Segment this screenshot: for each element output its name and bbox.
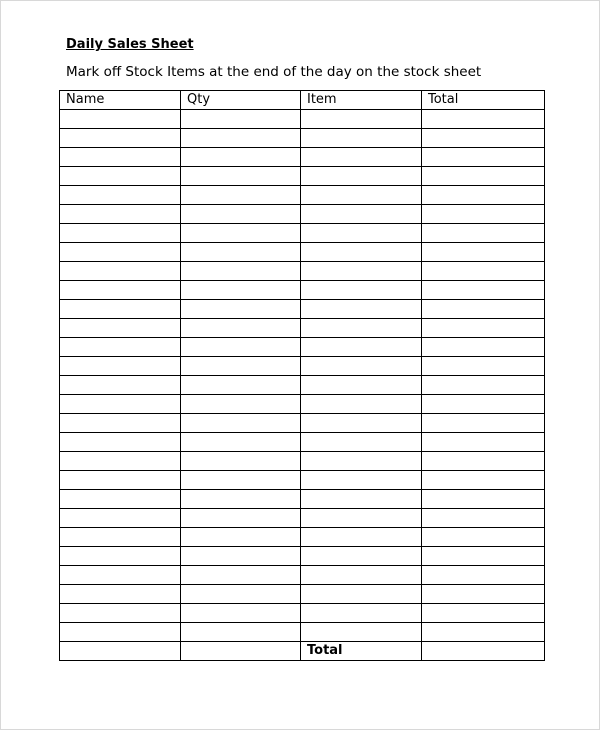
- table-cell-name[interactable]: [60, 623, 181, 642]
- table-cell-name[interactable]: [60, 148, 181, 167]
- sales-table: [59, 90, 545, 661]
- table-row: [60, 338, 545, 357]
- table-row: [60, 547, 545, 566]
- table-cell-item[interactable]: [301, 148, 422, 167]
- table-cell-name[interactable]: [60, 110, 181, 129]
- table-cell-total[interactable]: [422, 148, 545, 167]
- table-cell-name[interactable]: [60, 471, 181, 490]
- table-cell-total[interactable]: [422, 414, 545, 433]
- column-header-item: Item: [301, 91, 422, 110]
- column-header-qty: Qty: [181, 91, 301, 110]
- table-row: [60, 471, 545, 490]
- table-cell-item[interactable]: [301, 547, 422, 566]
- table-cell-qty[interactable]: [181, 319, 301, 338]
- column-header-name: Name: [60, 91, 181, 110]
- footer-total-value[interactable]: [422, 642, 545, 661]
- table-row: [60, 376, 545, 395]
- table-cell-item[interactable]: [301, 509, 422, 528]
- table-cell-name[interactable]: [60, 490, 181, 509]
- table-cell-total[interactable]: [422, 167, 545, 186]
- table-cell-name[interactable]: [60, 433, 181, 452]
- table-cell-qty[interactable]: [181, 547, 301, 566]
- table-row: [60, 186, 545, 205]
- table-cell-name[interactable]: [60, 243, 181, 262]
- table-row: [60, 148, 545, 167]
- table-cell-qty[interactable]: [181, 243, 301, 262]
- table-body: [60, 110, 545, 642]
- table-cell-name[interactable]: [60, 186, 181, 205]
- table-cell-item[interactable]: [301, 452, 422, 471]
- table-header-row: [60, 91, 545, 110]
- table-row: [60, 604, 545, 623]
- footer-total-label: Total: [301, 642, 422, 661]
- table-cell-total[interactable]: [422, 262, 545, 281]
- table-cell-qty[interactable]: [181, 623, 301, 642]
- table-cell-qty[interactable]: [181, 167, 301, 186]
- table-cell-qty[interactable]: [181, 357, 301, 376]
- table-cell-qty[interactable]: [181, 585, 301, 604]
- table-cell-name[interactable]: [60, 566, 181, 585]
- table-cell-item[interactable]: [301, 376, 422, 395]
- table-row: [60, 433, 545, 452]
- table-cell-total[interactable]: [422, 528, 545, 547]
- footer-cell-name[interactable]: [60, 642, 181, 661]
- table-cell-item[interactable]: [301, 319, 422, 338]
- table-cell-name[interactable]: [60, 319, 181, 338]
- table-cell-total[interactable]: [422, 281, 545, 300]
- table-cell-qty[interactable]: [181, 281, 301, 300]
- table-cell-total[interactable]: [422, 110, 545, 129]
- table-cell-item[interactable]: [301, 357, 422, 376]
- table-cell-name[interactable]: [60, 604, 181, 623]
- table-cell-name[interactable]: [60, 167, 181, 186]
- table-cell-total[interactable]: [422, 604, 545, 623]
- table-cell-qty[interactable]: [181, 148, 301, 167]
- table-row: [60, 452, 545, 471]
- table-row: [60, 528, 545, 547]
- table-cell-qty[interactable]: [181, 395, 301, 414]
- table-cell-item[interactable]: [301, 262, 422, 281]
- table-cell-name[interactable]: [60, 281, 181, 300]
- table-cell-name[interactable]: [60, 300, 181, 319]
- table-row: [60, 319, 545, 338]
- table-row: [60, 357, 545, 376]
- table-cell-qty[interactable]: [181, 224, 301, 243]
- table-cell-qty[interactable]: [181, 452, 301, 471]
- table-cell-name[interactable]: [60, 395, 181, 414]
- table-cell-item[interactable]: [301, 186, 422, 205]
- table-cell-total[interactable]: [422, 509, 545, 528]
- table-cell-qty[interactable]: [181, 300, 301, 319]
- table-cell-qty[interactable]: [181, 471, 301, 490]
- table-cell-item[interactable]: [301, 243, 422, 262]
- table-cell-total[interactable]: [422, 300, 545, 319]
- table-cell-item[interactable]: [301, 585, 422, 604]
- table-cell-total[interactable]: [422, 186, 545, 205]
- table-cell-item[interactable]: [301, 281, 422, 300]
- table-cell-item[interactable]: [301, 205, 422, 224]
- table-cell-qty[interactable]: [181, 129, 301, 148]
- table-cell-qty[interactable]: [181, 604, 301, 623]
- table-cell-name[interactable]: [60, 376, 181, 395]
- table-cell-item[interactable]: [301, 129, 422, 148]
- table-cell-item[interactable]: [301, 110, 422, 129]
- table-cell-total[interactable]: [422, 376, 545, 395]
- table-cell-item[interactable]: [301, 623, 422, 642]
- table-cell-name[interactable]: [60, 414, 181, 433]
- table-cell-name[interactable]: [60, 452, 181, 471]
- table-row: [60, 224, 545, 243]
- table-row: [60, 414, 545, 433]
- table-cell-name[interactable]: [60, 338, 181, 357]
- table-cell-item[interactable]: [301, 300, 422, 319]
- table-cell-total[interactable]: [422, 224, 545, 243]
- column-header-total: Total: [422, 91, 545, 110]
- table-cell-qty[interactable]: [181, 205, 301, 224]
- table-row: [60, 110, 545, 129]
- table-cell-total[interactable]: [422, 319, 545, 338]
- table-cell-name[interactable]: [60, 129, 181, 148]
- table-cell-total[interactable]: [422, 357, 545, 376]
- table-cell-name[interactable]: [60, 357, 181, 376]
- table-row: [60, 585, 545, 604]
- table-cell-total[interactable]: [422, 395, 545, 414]
- table-cell-item[interactable]: [301, 433, 422, 452]
- document-instruction: Mark off Stock Items at the end of the day on the stock sheet: [66, 64, 482, 80]
- table-row: [60, 205, 545, 224]
- table-cell-item[interactable]: [301, 528, 422, 547]
- table-cell-total[interactable]: [422, 129, 545, 148]
- table-cell-item[interactable]: [301, 224, 422, 243]
- table-row: [60, 509, 545, 528]
- table-row: [60, 490, 545, 509]
- table-cell-qty[interactable]: [181, 110, 301, 129]
- table-row: [60, 281, 545, 300]
- table-cell-total[interactable]: [422, 566, 545, 585]
- table-cell-qty[interactable]: [181, 566, 301, 585]
- table-cell-total[interactable]: [422, 452, 545, 471]
- table-row: [60, 262, 545, 281]
- table-cell-qty[interactable]: [181, 433, 301, 452]
- table-cell-qty[interactable]: [181, 414, 301, 433]
- table-cell-qty[interactable]: [181, 338, 301, 357]
- table-cell-item[interactable]: [301, 471, 422, 490]
- table-cell-name[interactable]: [60, 547, 181, 566]
- table-cell-item[interactable]: [301, 167, 422, 186]
- table-cell-qty[interactable]: [181, 490, 301, 509]
- table-cell-item[interactable]: [301, 414, 422, 433]
- table-row: [60, 167, 545, 186]
- table-cell-qty[interactable]: [181, 509, 301, 528]
- table-cell-total[interactable]: [422, 585, 545, 604]
- table-cell-total[interactable]: [422, 623, 545, 642]
- table-cell-qty[interactable]: [181, 186, 301, 205]
- table-cell-item[interactable]: [301, 338, 422, 357]
- table-cell-name[interactable]: [60, 262, 181, 281]
- table-cell-total[interactable]: [422, 243, 545, 262]
- table-cell-name[interactable]: [60, 509, 181, 528]
- table-footer-row: [60, 642, 545, 661]
- table-cell-total[interactable]: [422, 433, 545, 452]
- table-cell-name[interactable]: [60, 205, 181, 224]
- table-cell-total[interactable]: [422, 205, 545, 224]
- table-row: [60, 623, 545, 642]
- table-cell-total[interactable]: [422, 471, 545, 490]
- table-row: [60, 566, 545, 585]
- table-row: [60, 395, 545, 414]
- table-cell-qty[interactable]: [181, 528, 301, 547]
- table-row: [60, 129, 545, 148]
- table-row: [60, 243, 545, 262]
- table-cell-item[interactable]: [301, 395, 422, 414]
- table-cell-total[interactable]: [422, 547, 545, 566]
- table-cell-name[interactable]: [60, 528, 181, 547]
- table-cell-total[interactable]: [422, 490, 545, 509]
- table-cell-item[interactable]: [301, 604, 422, 623]
- table-cell-qty[interactable]: [181, 262, 301, 281]
- table-cell-name[interactable]: [60, 585, 181, 604]
- table-cell-total[interactable]: [422, 338, 545, 357]
- table-cell-name[interactable]: [60, 224, 181, 243]
- document-title: Daily Sales Sheet: [66, 37, 194, 52]
- table-row: [60, 300, 545, 319]
- table-cell-qty[interactable]: [181, 376, 301, 395]
- footer-cell-qty[interactable]: [181, 642, 301, 661]
- table-cell-item[interactable]: [301, 490, 422, 509]
- table-cell-item[interactable]: [301, 566, 422, 585]
